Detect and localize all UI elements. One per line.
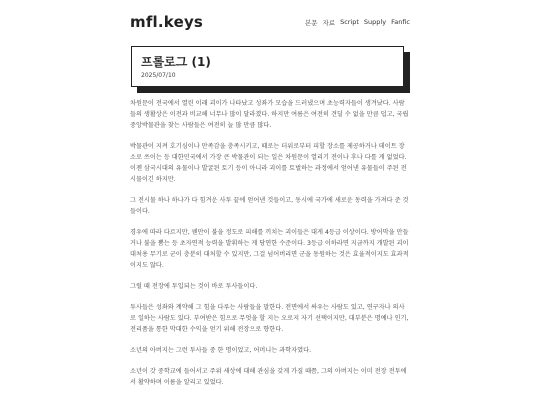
top-nav <box>305 18 410 27</box>
post-date: 2025/07/10 <box>141 72 176 79</box>
nav-link-resources[interactable]: 자료 <box>322 19 336 27</box>
paragraph: 경우에 따라 다르지만, 웬만이 불을 정도로 피해를 끼치는 괴이들은 대게 4등급 이상이다. 방어막을 만들거나 불을 뿜는 등 초자연적 능력을 발휘하는 게 당연한 수준이다. 3등급 이하라면 지금까지 개발된 괴이 대처용 무기로 군이 충분히 대처할 수 있지만, 그걸 넘어버리면 군을 동원하는 것은 효율적이지도 효과적이지도 않다. <box>130 229 409 269</box>
post-content <box>130 98 410 398</box>
paragraph: 그럴 때 전장에 투입되는 것이 바로 투사들이다. <box>130 283 258 290</box>
site-title-link[interactable]: mfl.keys <box>130 13 204 31</box>
paragraph: 소년의 아버지는 그런 투사들 중 한 명이었고, 어머니는 과학자였다. <box>130 347 312 354</box>
post-header-card <box>131 46 404 87</box>
paragraph: 소년이 갓 중학교에 들어서고 주위 세상에 대해 관심을 갖게 가질 때쯤, 그의 아버지는 이미 전장 전투에서 활약하며 이름을 알리고 있었다. <box>130 368 407 386</box>
paragraph: 차원문이 전국에서 열린 이래 괴이가 나타났고 성좌가 모습을 드러냈으며 초능력자들이 생겨났다. 사람들의 생활상은 이전과 비교해 너무나 많이 달라졌다. 하지만 여름은 여전히 견딜 수 없을 만큼 덥고, 국립중앙박물관을 찾는 사람들은 여전히 늘 많 만큼 많다. <box>130 100 409 129</box>
paragraph: 박물관이 지켜 호기심이나 만족감을 충족시키고, 때로는 더위로부터 피할 장소를 제공하거나 데이트 장소로 쓰이는 등 대한민국에서 가장 큰 박물관이 되는 일은 차원문이 열리기 전이나 후나 다를 게 없었다. 이젠 삼국시대의 유물이나 발굴된 토기 등이 아니라 괴이를 토벌하는 과정에서 얻어낸 유물들이 주된 전시물이긴 하지만. <box>130 143 407 183</box>
paragraph: 투사들은 성좌와 계약해 그 힘을 다루는 사람들을 말한다. 전면에서 싸우는 사람도 있고, 연구자나 의사로 일하는 사람도 있다. 부여받은 힘으로 무엇을 할 지는 오로지 자기 선택이지만, 대부분은 명예나 인기, 전리품을 통한 막대한 수익을 얻기 위해 전장으로 향한다. <box>130 304 409 333</box>
nav-link-supply[interactable]: Supply <box>363 18 387 26</box>
paragraph: 그 전시물 하나 하나가 다 힘겨운 사투 끝에 얻어낸 것들이고, 동시에 국가에 새로운 동력을 가져다 준 것들이다. <box>130 197 409 215</box>
nav-link-main[interactable]: 본문 <box>304 19 318 27</box>
nav-link-fanfic[interactable]: Fanfic <box>391 18 410 26</box>
post-title: 프롤로그 (1) <box>141 55 211 69</box>
nav-link-script[interactable]: Script <box>340 18 359 26</box>
